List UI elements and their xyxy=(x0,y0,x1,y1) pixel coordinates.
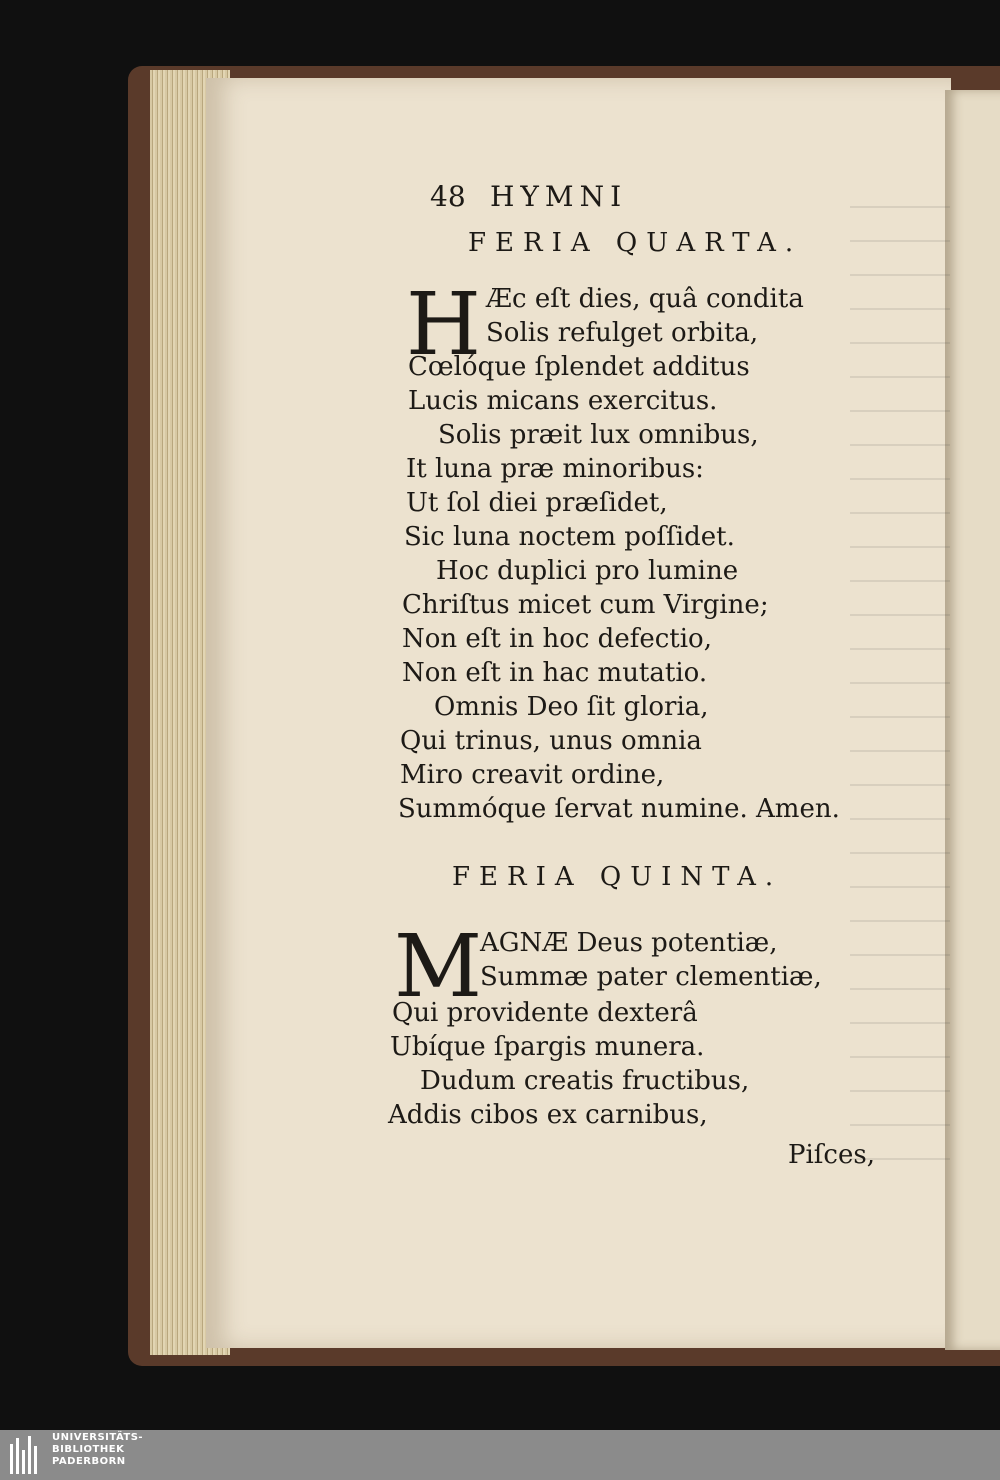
verse-line: Non eſt in hac mutatio. xyxy=(402,658,708,688)
verse-line: Ut ſol diei præſidet, xyxy=(406,488,668,518)
verse-line: Qui trinus, unus omnia xyxy=(400,726,702,756)
verse-line: Addis cibos ex carnibus, xyxy=(388,1100,708,1130)
verse-line: Miro creavit ordine, xyxy=(400,760,665,790)
library-name-line: PADERBORN xyxy=(52,1456,126,1467)
catchword: Piſces, xyxy=(788,1140,875,1170)
library-logo-icon xyxy=(10,1436,42,1474)
verse-line: Omnis Deo ſit gloria, xyxy=(434,692,709,722)
page-number: 48 xyxy=(430,180,466,213)
library-name xyxy=(52,1432,143,1468)
verse-line: Summóque ſervat numine. Amen. xyxy=(398,794,840,824)
verse-line: Solis refulget orbita, xyxy=(486,318,759,348)
verse-line: Lucis micans exercitus. xyxy=(408,386,718,416)
verse-line: Solis præit lux omnibus, xyxy=(438,420,759,450)
drop-cap: H xyxy=(406,275,481,375)
library-name-line: UNIVERSITÄTS- xyxy=(52,1432,144,1443)
verse-line: Hoc duplici pro lumine xyxy=(436,556,739,586)
verse-line: Qui providente dexterâ xyxy=(392,998,698,1028)
verse-line: Cœlóque ſplendet additus xyxy=(408,352,750,382)
hymn-title: FERIA QUARTA. xyxy=(468,228,803,258)
verse-line: Chriſtus micet cum Virgine; xyxy=(402,590,769,620)
verse-line: Dudum creatis fructibus, xyxy=(420,1066,750,1096)
verse-line: Summæ pater clementiæ, xyxy=(480,962,822,992)
verse-line: Ubíque ſpargis munera. xyxy=(390,1032,705,1062)
verse-line: Sic luna noctem poſſidet. xyxy=(404,522,735,552)
hymn-title: FERIA QUINTA. xyxy=(452,862,783,892)
drop-cap: M xyxy=(394,917,483,1017)
verse-line: Non eſt in hoc defectio, xyxy=(402,624,712,654)
verse-line: AGNÆ Deus potentiæ, xyxy=(480,928,778,958)
running-head: HYMNI xyxy=(490,180,628,213)
library-name-line: BIBLIOTHEK xyxy=(52,1444,125,1455)
library-footer xyxy=(0,1430,1000,1480)
verse-line: It luna præ minoribus: xyxy=(406,454,704,484)
verse-line: Æc eſt dies, quâ condita xyxy=(486,284,804,314)
